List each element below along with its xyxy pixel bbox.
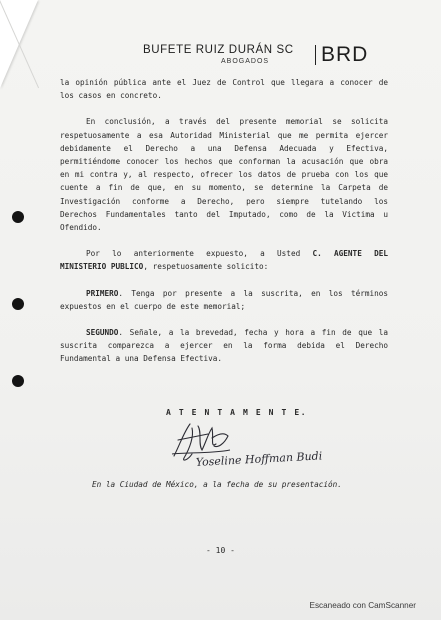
atentamente-heading: A T E N T A M E N T E.: [166, 408, 308, 417]
text-line: respetuosamente a esa Autoridad Ministerial que me permita ejercer: [60, 130, 388, 140]
letterhead-divider: [315, 45, 316, 65]
punch-hole: [12, 298, 24, 310]
text-line: en mi contra y, al respecto, ofrecer los datos de prueba con los que: [60, 170, 388, 180]
paragraph-2: [60, 115, 388, 234]
text-line: Fundamental a una Defensa Efectiva.: [60, 354, 222, 364]
closing-line: En la Ciudad de México, a la fecha de su presentación.: [92, 480, 342, 489]
text-line: permitiéndome conocer los hechos que conforman la acusación que obra: [60, 157, 388, 167]
punch-hole: [12, 375, 24, 387]
text-line: los casos en concreto.: [60, 91, 162, 101]
item-label: SEGUNDO: [86, 328, 119, 338]
scanner-watermark: Escaneado con CamScanner: [309, 601, 416, 610]
text-line: debidamente el Derecho a una Defensa Adecuada y Efectiva,: [60, 143, 388, 153]
firm-logo: BRD: [321, 43, 369, 66]
text-line: la opinión pública ante el Juez de Control que llegara a conocer de: [60, 78, 388, 87]
text-line: MINISTERIO PUBLICO, respetuosamente solicito:: [60, 262, 269, 272]
text-line: Investigación conforme a Derecho, pero siempre tutelando los: [60, 196, 388, 206]
paragraph-4: [60, 287, 388, 313]
text-line: PRIMERO. Tenga por presente a la suscrita, en los términos: [86, 288, 388, 298]
letterhead: [143, 44, 421, 70]
firm-name: BUFETE RUIZ DURÁN SC: [143, 44, 294, 56]
page-number: - 10 -: [206, 546, 235, 555]
document-body: [60, 76, 388, 366]
text-line: Por lo anteriormente expuesto, a Usted C. AGENTE DEL: [86, 249, 388, 259]
paragraph-1: [60, 76, 388, 102]
addressee: C. AGENTE DEL: [312, 249, 388, 259]
text-line: suscrita comparezca a ejercer en la forma debida el Derecho: [60, 341, 388, 351]
item-label: PRIMERO: [86, 288, 119, 298]
text-line: Derechos Fundamentales tanto del Imputado, como de la Victima u: [60, 209, 388, 219]
text-line: Ofendido.: [60, 223, 102, 233]
paragraph-5: [60, 326, 388, 366]
addressee: MINISTERIO PUBLICO: [60, 262, 144, 272]
punch-hole: [12, 211, 24, 223]
handwritten-name: Yoseline Hoffman Budi: [195, 449, 323, 469]
paragraph-3: [60, 247, 388, 273]
text-line: SEGUNDO. Señale, a la brevedad, fecha y hora a fin de que la: [86, 328, 388, 338]
signature: [168, 414, 358, 474]
text-line: expuestos en el cuerpo de este memorial;: [60, 301, 246, 311]
firm-subtitle: ABOGADOS: [221, 58, 270, 65]
text-line: cuente a fin de que, en su momento, se determine la Carpeta de: [60, 183, 388, 193]
text-line: En conclusión, a través del presente memorial se solicita: [86, 117, 388, 127]
